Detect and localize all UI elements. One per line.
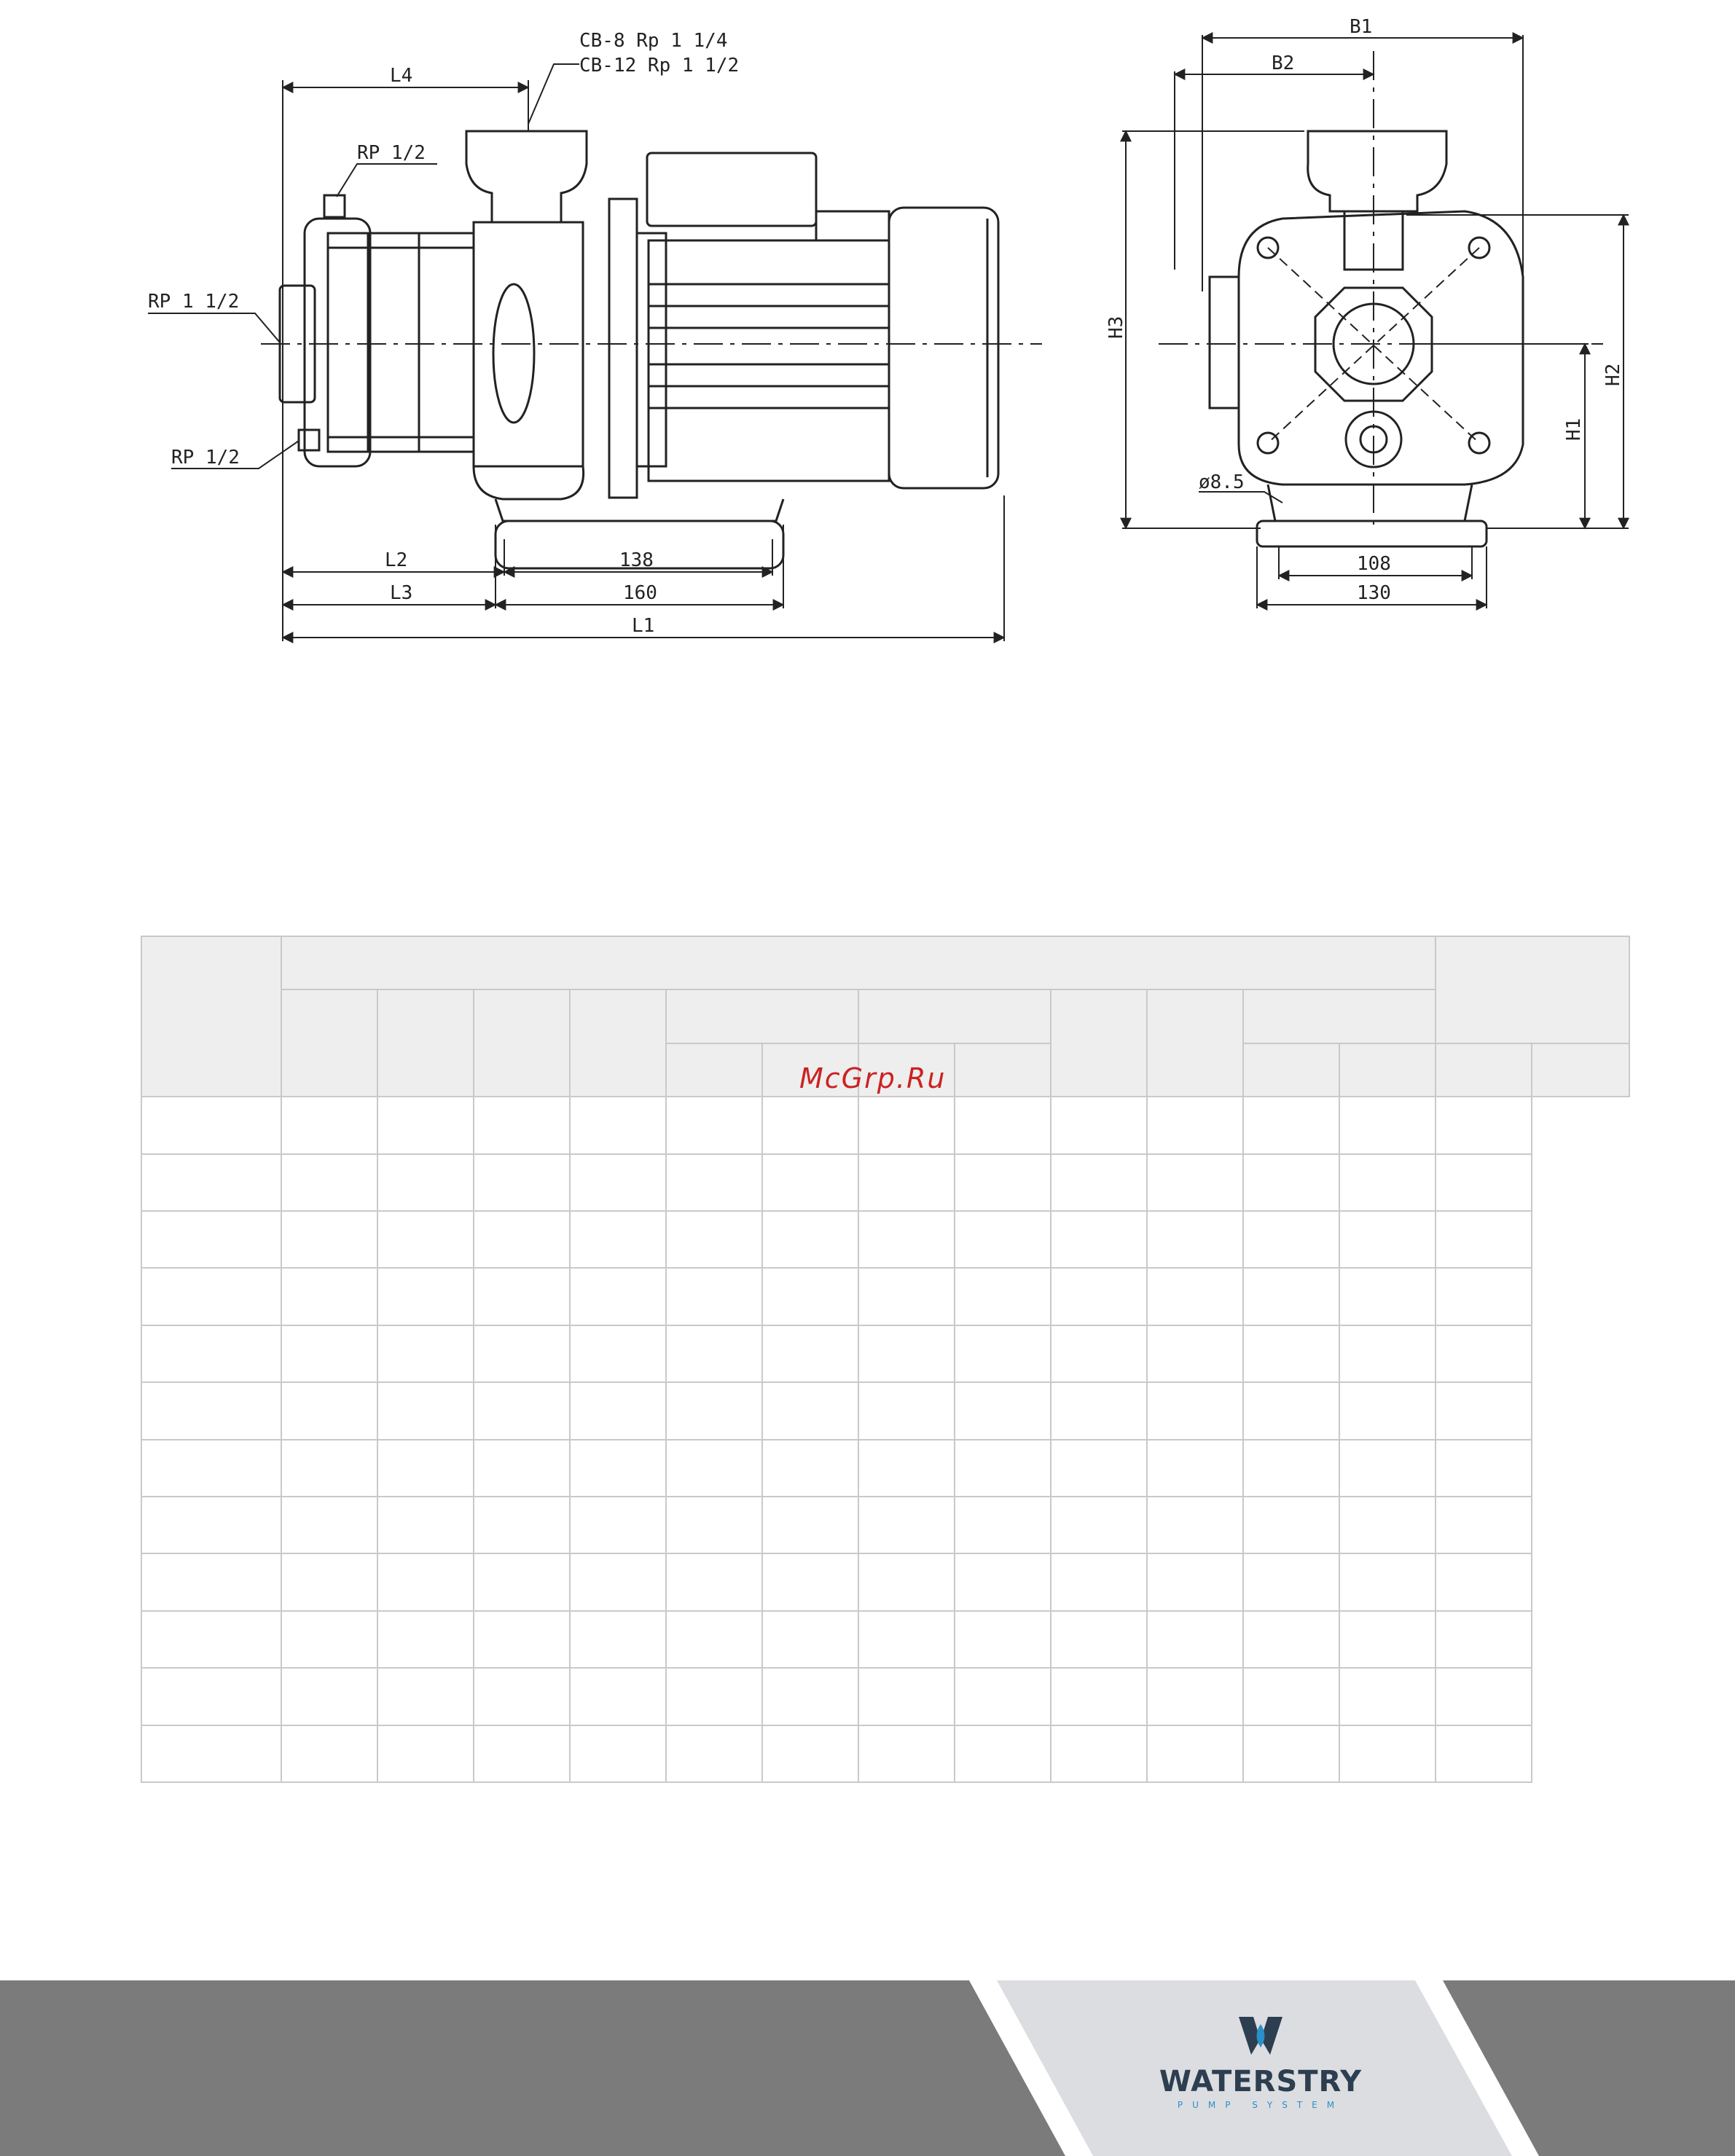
table-cell: [141, 1497, 281, 1553]
table-cell: [955, 1211, 1051, 1268]
table-cell: [1051, 1382, 1147, 1439]
table-cell: [1147, 1497, 1243, 1553]
table-cell: [570, 1097, 666, 1153]
header-cell: [955, 1043, 1051, 1097]
table-cell: [1051, 1268, 1147, 1325]
table-cell: [762, 1268, 858, 1325]
header-cell: [1243, 989, 1436, 1043]
header-cell: [377, 989, 474, 1097]
table-cell: [666, 1725, 762, 1782]
table-cell: [1147, 1268, 1243, 1325]
technical-drawing: [0, 0, 1735, 656]
label-dim-130: 130: [1357, 582, 1391, 604]
table-cell: [1147, 1553, 1243, 1610]
table-cell: [570, 1611, 666, 1668]
table-cell: [141, 1725, 281, 1782]
table-cell: [955, 1553, 1051, 1610]
table-cell: [1147, 1097, 1243, 1153]
footer-dark-left: [0, 1980, 1065, 2156]
table-cell: [1243, 1382, 1339, 1439]
table-cell: [955, 1268, 1051, 1325]
table-cell: [1243, 1325, 1339, 1382]
table-row: [141, 1725, 1629, 1782]
table-cell: [1436, 1382, 1532, 1439]
table-cell: [1243, 1611, 1339, 1668]
table-cell: [281, 1553, 377, 1610]
table-cell: [1339, 1097, 1436, 1153]
table-row: [141, 1097, 1629, 1153]
table-cell: [858, 1553, 955, 1610]
label-b2: B2: [1272, 52, 1295, 74]
table-cell: [666, 1325, 762, 1382]
table-cell: [281, 1668, 377, 1725]
label-vent-top: RP 1/2: [357, 142, 426, 164]
table-cell: [570, 1325, 666, 1382]
table-cell: [762, 1553, 858, 1610]
table-cell: [1436, 1725, 1532, 1782]
watermark: McGrp.Ru: [799, 1062, 947, 1094]
table-cell: [762, 1154, 858, 1211]
table-cell: [1147, 1668, 1243, 1725]
table-row: [141, 1382, 1629, 1439]
table-cell: [1436, 1211, 1532, 1268]
table-cell: [762, 1725, 858, 1782]
table-cell: [858, 1325, 955, 1382]
table-cell: [281, 1497, 377, 1553]
label-inlet: RP 1 1/2: [148, 291, 240, 313]
table-cell: [1051, 1097, 1147, 1153]
table-cell: [474, 1497, 570, 1553]
table-row: [141, 1611, 1629, 1668]
table-cell: [377, 1725, 474, 1782]
table-cell: [666, 1097, 762, 1153]
table-cell: [955, 1668, 1051, 1725]
table-cell: [762, 1097, 858, 1153]
header-cell: [1436, 1043, 1532, 1097]
table-row: [141, 1553, 1629, 1610]
label-dim-160: 160: [623, 582, 657, 604]
table-cell: [1243, 1440, 1339, 1497]
table-cell: [1051, 1154, 1147, 1211]
table-cell: [141, 1382, 281, 1439]
table-cell: [570, 1268, 666, 1325]
label-outlet-cb12: CB-12 Rp 1 1/2: [579, 55, 740, 77]
table-cell: [281, 1097, 377, 1153]
table-cell: [281, 1211, 377, 1268]
table-header-row: [141, 936, 1629, 989]
table-cell: [281, 1611, 377, 1668]
table-cell: [858, 1497, 955, 1553]
table-cell: [474, 1553, 570, 1610]
table-cell: [666, 1668, 762, 1725]
table-cell: [1436, 1553, 1532, 1610]
table-cell: [858, 1154, 955, 1211]
table-row: [141, 1497, 1629, 1553]
table-cell: [1243, 1553, 1339, 1610]
table-cell: [666, 1154, 762, 1211]
table-cell: [281, 1268, 377, 1325]
table-cell: [858, 1211, 955, 1268]
table-cell: [281, 1325, 377, 1382]
table-cell: [1243, 1497, 1339, 1553]
header-cell: [666, 1043, 762, 1097]
table-cell: [1051, 1725, 1147, 1782]
table-cell: [666, 1382, 762, 1439]
table-cell: [666, 1553, 762, 1610]
header-cell: [1243, 1043, 1339, 1097]
table-row: [141, 1440, 1629, 1497]
table-cell: [955, 1725, 1051, 1782]
table-cell: [1339, 1211, 1436, 1268]
table-cell: [1243, 1725, 1339, 1782]
table-cell: [570, 1154, 666, 1211]
table-cell: [141, 1154, 281, 1211]
table-cell: [377, 1097, 474, 1153]
table-cell: [666, 1497, 762, 1553]
label-l2: L2: [385, 549, 408, 571]
table-cell: [570, 1440, 666, 1497]
table-cell: [281, 1440, 377, 1497]
table-cell: [377, 1211, 474, 1268]
table-cell: [858, 1725, 955, 1782]
table-cell: [281, 1154, 377, 1211]
table-cell: [474, 1325, 570, 1382]
label-l1: L1: [632, 615, 655, 637]
table-cell: [1339, 1725, 1436, 1782]
table-cell: [474, 1382, 570, 1439]
table-cell: [1051, 1325, 1147, 1382]
table-cell: [1051, 1668, 1147, 1725]
table-cell: [666, 1268, 762, 1325]
table-cell: [955, 1382, 1051, 1439]
table-cell: [1436, 1154, 1532, 1211]
table-cell: [377, 1268, 474, 1325]
header-cell: [1532, 1043, 1629, 1097]
label-h3: H3: [1105, 315, 1127, 339]
table-cell: [858, 1668, 955, 1725]
table-row: [141, 1668, 1629, 1725]
table-cell: [1051, 1611, 1147, 1668]
label-dim-138: 138: [619, 549, 654, 571]
table-cell: [377, 1382, 474, 1439]
table-cell: [281, 1382, 377, 1439]
table-cell: [955, 1154, 1051, 1211]
table-cell: [570, 1725, 666, 1782]
header-weight-cell: [1436, 936, 1629, 1043]
table-row: [141, 1211, 1629, 1268]
table-cell: [377, 1154, 474, 1211]
table-cell: [1243, 1154, 1339, 1211]
table-cell: [1147, 1611, 1243, 1668]
table-cell: [1147, 1382, 1243, 1439]
side-view-dimensions: [148, 64, 1004, 641]
label-outlet-cb8: CB-8 Rp 1 1/4: [579, 30, 728, 52]
table-cell: [762, 1440, 858, 1497]
header-cell: [570, 989, 666, 1097]
table-cell: [1147, 1154, 1243, 1211]
table-cell: [1147, 1725, 1243, 1782]
header-cell: [858, 989, 1051, 1043]
table-cell: [955, 1611, 1051, 1668]
table-cell: [858, 1268, 955, 1325]
table-cell: [377, 1611, 474, 1668]
table-cell: [762, 1497, 858, 1553]
table-cell: [474, 1268, 570, 1325]
table-cell: [858, 1097, 955, 1153]
table-cell: [377, 1497, 474, 1553]
table-cell: [141, 1668, 281, 1725]
table-cell: [377, 1668, 474, 1725]
front-view-dimensions: [1122, 35, 1629, 608]
table-cell: [955, 1440, 1051, 1497]
table-cell: [1339, 1553, 1436, 1610]
header-cell: [1339, 1043, 1436, 1097]
table-cell: [955, 1325, 1051, 1382]
table-cell: [141, 1268, 281, 1325]
table-cell: [570, 1668, 666, 1725]
table-cell: [474, 1097, 570, 1153]
header-dimensions-cell: [281, 936, 1436, 989]
table-cell: [762, 1211, 858, 1268]
table-cell: [141, 1097, 281, 1153]
table-cell: [1436, 1097, 1532, 1153]
table-cell: [762, 1382, 858, 1439]
table-cell: [1436, 1440, 1532, 1497]
label-h2: H2: [1602, 363, 1624, 386]
table-cell: [474, 1440, 570, 1497]
side-view-labels: [148, 30, 739, 637]
brand-logo: [1144, 2011, 1377, 2110]
table-cell: [1243, 1097, 1339, 1153]
table-cell: [762, 1668, 858, 1725]
header-cell: [1051, 989, 1147, 1097]
table-cell: [1339, 1611, 1436, 1668]
table-cell: [141, 1553, 281, 1610]
table-cell: [141, 1440, 281, 1497]
table-cell: [666, 1211, 762, 1268]
table-cell: [141, 1211, 281, 1268]
table-cell: [1147, 1211, 1243, 1268]
table-row: [141, 1268, 1629, 1325]
table-cell: [858, 1440, 955, 1497]
brand-name: WATERSTRY: [1159, 2065, 1363, 2098]
table-cell: [1339, 1668, 1436, 1725]
table-cell: [858, 1382, 955, 1439]
table-cell: [1339, 1154, 1436, 1211]
table-cell: [666, 1611, 762, 1668]
table-cell: [1147, 1440, 1243, 1497]
table-cell: [377, 1325, 474, 1382]
table-cell: [1243, 1268, 1339, 1325]
table-cell: [1436, 1268, 1532, 1325]
table-cell: [1051, 1211, 1147, 1268]
table-cell: [1147, 1325, 1243, 1382]
table-cell: [474, 1211, 570, 1268]
header-cell: [666, 989, 858, 1043]
table-cell: [955, 1497, 1051, 1553]
table-cell: [281, 1725, 377, 1782]
table-cell: [1339, 1268, 1436, 1325]
table-cell: [1339, 1325, 1436, 1382]
table-cell: [1436, 1611, 1532, 1668]
label-l4: L4: [390, 65, 413, 87]
table-cell: [570, 1211, 666, 1268]
header-cell: [1147, 989, 1243, 1097]
table-cell: [570, 1553, 666, 1610]
table-cell: [570, 1497, 666, 1553]
table-body: [141, 1097, 1629, 1782]
table-cell: [1339, 1382, 1436, 1439]
table-cell: [474, 1611, 570, 1668]
table-cell: [570, 1382, 666, 1439]
table-cell: [141, 1325, 281, 1382]
table-cell: [762, 1611, 858, 1668]
table-row: [141, 1154, 1629, 1211]
table-cell: [1436, 1325, 1532, 1382]
header-cell: [281, 989, 377, 1097]
table-cell: [1051, 1497, 1147, 1553]
table-cell: [1051, 1553, 1147, 1610]
table-cell: [141, 1611, 281, 1668]
label-b1: B1: [1350, 16, 1373, 38]
table-cell: [1436, 1668, 1532, 1725]
table-cell: [1243, 1211, 1339, 1268]
table-cell: [474, 1725, 570, 1782]
table-row: [141, 1325, 1629, 1382]
brand-tagline: PUMP SYSTEM: [1177, 2100, 1344, 2110]
label-hole-diameter: ø8.5: [1199, 471, 1245, 493]
table-header-row: [141, 989, 1629, 1043]
table-cell: [1436, 1497, 1532, 1553]
table-cell: [1243, 1668, 1339, 1725]
table-cell: [474, 1154, 570, 1211]
label-drain: RP 1/2: [171, 447, 240, 469]
header-cell: [474, 989, 570, 1097]
table-cell: [377, 1440, 474, 1497]
table-cell: [1339, 1440, 1436, 1497]
table-cell: [1339, 1497, 1436, 1553]
table-cell: [377, 1553, 474, 1610]
waterstry-logo-icon: [1235, 2011, 1286, 2062]
label-l3: L3: [390, 582, 413, 604]
table-cell: [1051, 1440, 1147, 1497]
header-model-cell: [141, 936, 281, 1097]
table-cell: [666, 1440, 762, 1497]
footer-band: [0, 1980, 1735, 2156]
label-dim-108: 108: [1357, 553, 1391, 575]
table-cell: [858, 1611, 955, 1668]
table-cell: [474, 1668, 570, 1725]
table-cell: [762, 1325, 858, 1382]
front-view-labels: [1105, 16, 1624, 604]
label-h1: H1: [1563, 418, 1585, 441]
table-cell: [955, 1097, 1051, 1153]
